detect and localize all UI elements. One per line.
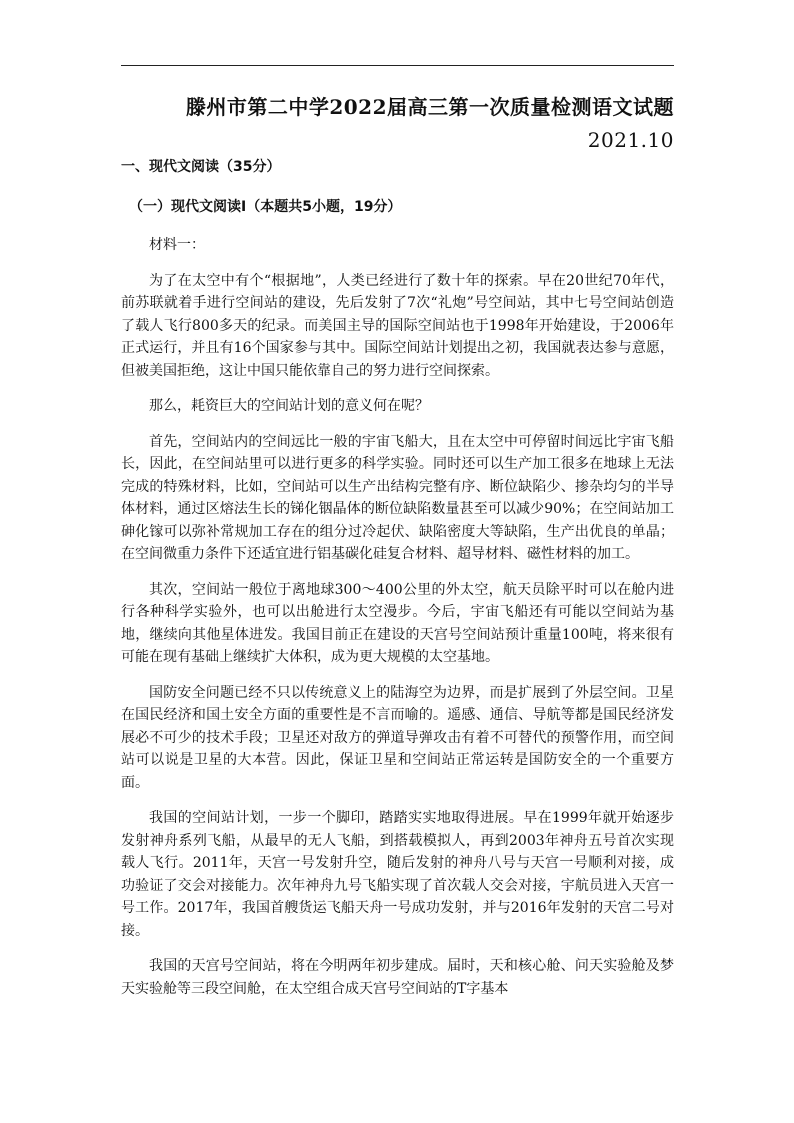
paragraph: 我国的空间站计划，一步一个脚印，踏踏实实地取得进展。早在1999年就开始逐步发射神舟系列飞船，从最早的无人飞船，到搭载模拟人，再到2003年神舟五号首次实现载人飞行。2011年，天宫一号发射升空，随后发射的神舟八号与天宫一号顺利对接，成功验证了交会对接能力。次年神舟九号飞船实现了首次载人交会对接，宇航员进入天宫一号工作。2017年，我国首艘货运飞船天舟一号成功发射，并与2016年发射的天宫二号对接。 xyxy=(121,810,674,939)
paragraph: 国防安全问题已经不只以传统意义上的陆海空为边界，而是扩展到了外层空间。卫星在国民经济和国土安全方面的重要性是不言而喻的。遥感、通信、导航等都是国民经济发展必不可少的技术手段；卫星还对敌方的弹道导弹攻击有着不可替代的预警作用，而空间站可以说是卫星的大本营。因此，保证卫星和空间站正常运转是国防安全的一个重要方面。 xyxy=(121,684,674,791)
exam-title: 滕州市第二中学2022届高三第一次质量检测语文试题 xyxy=(185,95,674,119)
paragraph: 首先，空间站内的空间远比一般的宇宙飞船大，且在太空中可停留时间远比宇宙飞船长，因此，在空间站里可以进行更多的科学实验。同时还可以生产加工很多在地球上无法完成的特殊材料，比如，空间站可以生产出结构完整有序、断位缺陷少、掺杂均匀的半导体材料，通过区熔法生长的锑化铟晶体的断位缺陷数量甚至可以减少90%；在空间站加工砷化镓可以弥补常规加工存在的组分过冷起伏、缺陷密度大等缺陷，生产出优良的单晶；在空间微重力条件下还适宜进行铝基碳化硅复合材料、超导材料、磁性材料的加工。 xyxy=(121,433,674,562)
header-rule xyxy=(121,65,674,66)
exam-date: 2021.10 xyxy=(587,128,674,152)
paragraph: 我国的天宫号空间站，将在今明两年初步建成。届时，天和核心舱、问天实验舱及梦天实验舱等三段空间舱，在太空组合成天宫号空间站的T字基本 xyxy=(121,958,674,997)
section-heading: 一、现代文阅读（35分） xyxy=(121,159,281,175)
paragraph-material-label: 材料一： xyxy=(149,237,205,253)
subsection-heading: （一）现代文阅读Ⅰ（本题共5小题，19分） xyxy=(129,199,402,215)
paragraph: 那么，耗资巨大的空间站计划的意义何在呢？ xyxy=(149,398,429,414)
paragraph: 为了在太空中有个“根据地”，人类已经进行了数十年的探索。早在20世纪70年代，前苏联就着手进行空间站的建设，先后发射了7次“礼炮”号空间站，其中七号空间站创造了载人飞行800多天的纪录。而美国主导的国际空间站也于1998年开始建设，于2006年正式运行，并且有16个国家参与其中。国际空间站计划提出之初，我国就表达参与意愿，但被美国拒绝，这让中国只能依靠自己的努力进行空间探索。 xyxy=(121,272,674,379)
reading-material xyxy=(121,234,674,1013)
paragraph: 其次，空间站一般位于离地球300～400公里的外太空，航天员除平时可以在舱内进行各种科学实验外，也可以出舱进行太空漫步。今后，宇宙飞船还有可能以空间站为基地，继续向其他星体进发。我国目前正在建设的天宫号空间站预计重量100吨，将来很有可能在现有基础上继续扩大体积，成为更大规模的太空基地。 xyxy=(121,581,674,665)
